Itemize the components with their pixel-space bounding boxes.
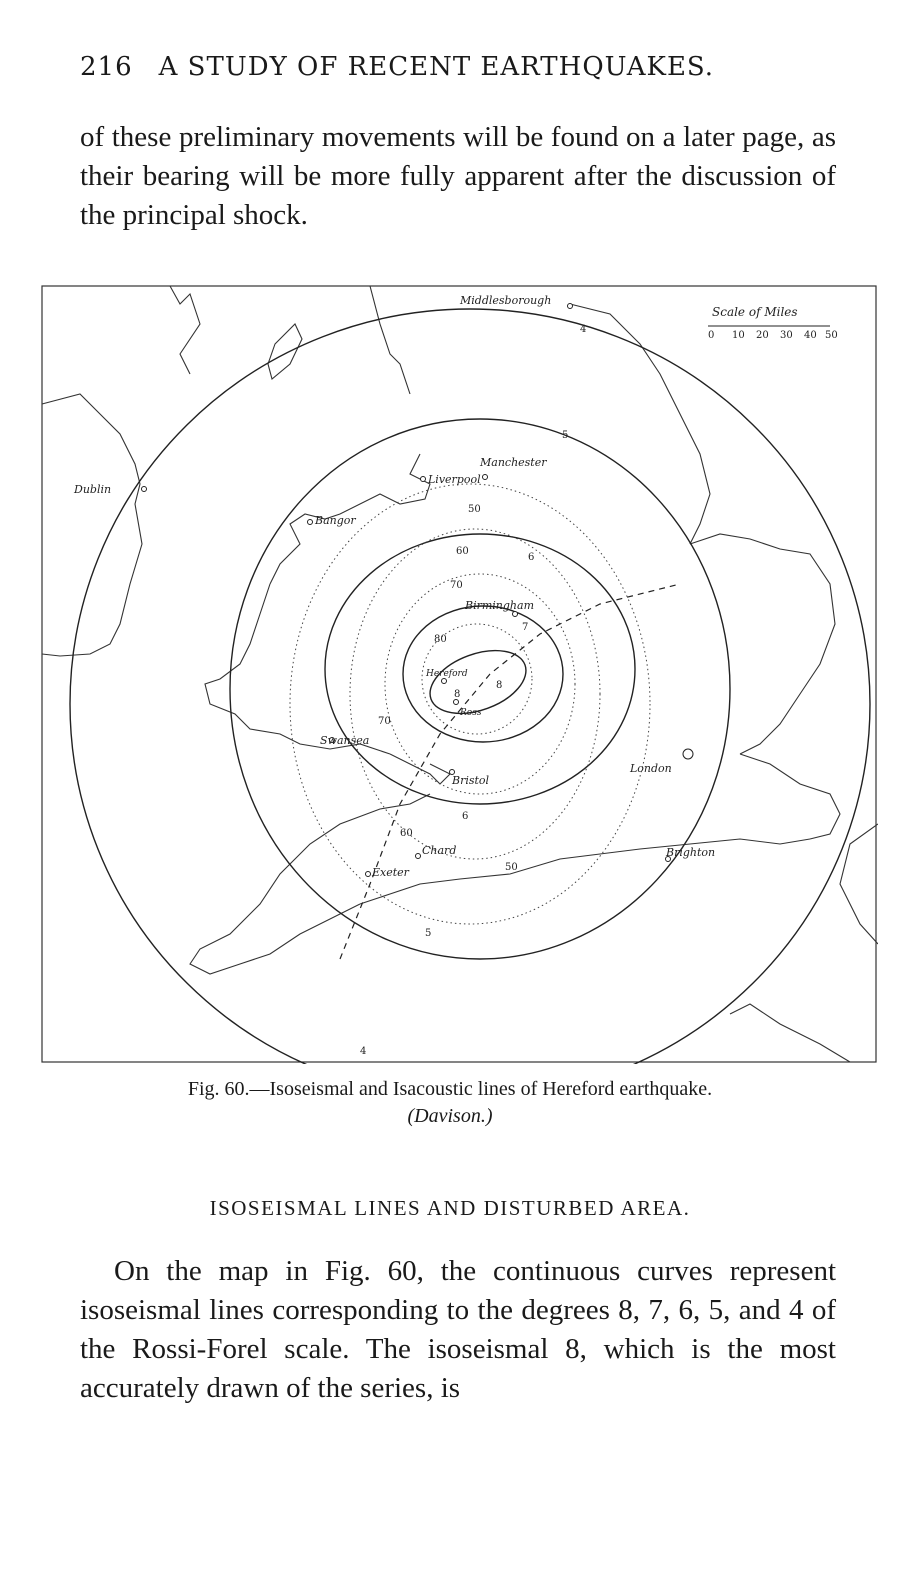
isacoustic-50 bbox=[290, 484, 650, 924]
page-number: 216 bbox=[80, 52, 133, 82]
isacoustic-curves bbox=[290, 484, 650, 924]
label-bangor: Bangor bbox=[315, 514, 356, 527]
scale-tick: 20 bbox=[756, 330, 769, 341]
label-chard: Chard bbox=[422, 844, 457, 857]
acoustic-label: 50 bbox=[505, 862, 518, 873]
scale-tick: 0 bbox=[708, 330, 715, 341]
isoseismal-5 bbox=[230, 419, 730, 959]
paragraph-2-text: On the map in Fig. 60, the continuous curves represent isoseismal lines corresponding to the degrees 8, 7, 6, 5, and 4 of the Rossi-Forel scale. The isoseismal 8, which is the most accurately drawn of the series, is bbox=[80, 1255, 836, 1404]
running-header bbox=[80, 52, 840, 82]
iso-label: 5 bbox=[425, 928, 432, 939]
acoustic-label: 70 bbox=[378, 716, 391, 727]
label-london: London bbox=[630, 762, 672, 775]
iso-label: 4 bbox=[580, 324, 587, 335]
label-exeter: Exeter bbox=[372, 866, 409, 879]
label-ross: Ross bbox=[460, 708, 482, 718]
scale-title: Scale of Miles bbox=[712, 305, 798, 319]
isacoustic-60 bbox=[350, 529, 600, 859]
isoseismal-map bbox=[40, 284, 878, 1064]
acoustic-label: 60 bbox=[456, 546, 469, 557]
paragraph-1: of these preliminary movements will be found on a later page, as their bearing will be more fully apparent after the discussion of the principal shock. bbox=[80, 121, 836, 231]
isoseismal-4 bbox=[70, 309, 870, 1064]
label-liverpool: Liverpool bbox=[428, 473, 481, 486]
caption-credit: (Davison.) bbox=[407, 1105, 493, 1127]
iso-label: 6 bbox=[528, 552, 535, 563]
acoustic-label: 50 bbox=[468, 504, 481, 515]
scale-tick: 40 bbox=[804, 330, 817, 341]
place-markers bbox=[142, 304, 694, 877]
acoustic-label: 60 bbox=[400, 828, 413, 839]
running-title: A STUDY OF RECENT EARTHQUAKES. bbox=[158, 52, 715, 82]
acoustic-label: 80 bbox=[434, 634, 447, 645]
label-swansea: Swansea bbox=[320, 734, 370, 747]
place-labels bbox=[73, 294, 715, 879]
iso-label: 5 bbox=[562, 430, 569, 441]
section-heading: ISOSEISMAL LINES AND DISTURBED AREA. bbox=[209, 1196, 691, 1220]
scale-tick: 30 bbox=[780, 330, 793, 341]
paragraph-2 bbox=[80, 1252, 836, 1408]
iso-label: 4 bbox=[360, 1046, 367, 1057]
isoseismal-curves bbox=[70, 309, 870, 1064]
axis-line bbox=[340, 584, 680, 959]
acoustic-label: 70 bbox=[450, 580, 463, 591]
figure-map bbox=[40, 284, 878, 1064]
label-manchester: Manchester bbox=[480, 456, 547, 469]
label-middlesborough: Middlesborough bbox=[460, 294, 552, 307]
iso-label: 8 bbox=[496, 680, 503, 691]
label-bristol: Bristol bbox=[452, 774, 490, 787]
caption-text: Fig. 60.—Isoseismal and Isacoustic lines of Hereford earthquake. bbox=[187, 1078, 713, 1100]
iso-label: 7 bbox=[522, 622, 529, 633]
figure-caption bbox=[60, 1076, 840, 1130]
label-dublin: Dublin bbox=[74, 483, 112, 496]
iso-label: 6 bbox=[462, 811, 469, 822]
scale-tick: 10 bbox=[732, 330, 745, 341]
scale-tick: 50 bbox=[825, 330, 838, 341]
iso-label: 8 bbox=[454, 689, 461, 700]
label-brighton: Brighton bbox=[666, 846, 716, 859]
label-birmingham: Birmingham bbox=[465, 599, 535, 612]
isoseismal-6 bbox=[325, 534, 635, 804]
label-hereford: Hereford bbox=[426, 669, 468, 679]
scale-bar bbox=[708, 305, 838, 341]
